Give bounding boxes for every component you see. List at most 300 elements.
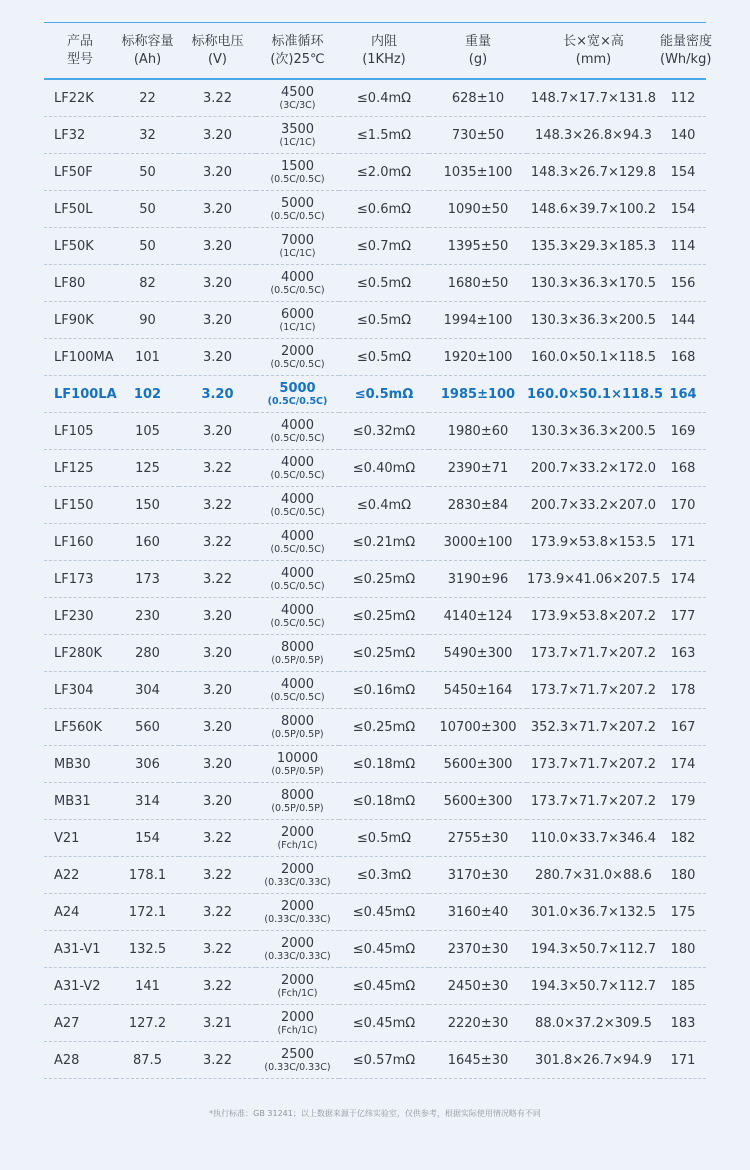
cycle-rate: (0.5P/0.5P) — [271, 802, 324, 814]
cell-capacity: 87.5 — [116, 1042, 179, 1079]
cell-weight: 2390±71 — [429, 450, 527, 487]
cell-dimensions: 88.0×37.2×309.5 — [527, 1005, 660, 1042]
cell-energy-density: 167 — [660, 709, 706, 746]
cell-cycles — [256, 672, 339, 709]
cell-cycles — [256, 228, 339, 265]
cycle-count: 7000 — [280, 232, 315, 248]
cell-capacity: 314 — [116, 783, 179, 820]
cell-cycles — [256, 79, 339, 117]
cell-voltage: 3.20 — [179, 339, 256, 376]
cell-energy-density: 140 — [660, 117, 706, 154]
cell-energy-density: 182 — [660, 820, 706, 857]
cell-capacity: 132.5 — [116, 931, 179, 968]
cycle-count: 4500 — [280, 84, 315, 100]
cell-dimensions: 160.0×50.1×118.5 — [527, 339, 660, 376]
cell-resistance: ≤0.40mΩ — [339, 450, 429, 487]
cell-weight: 1680±50 — [429, 265, 527, 302]
cycle-count: 8000 — [280, 787, 315, 803]
table-row — [44, 265, 706, 302]
cell-dimensions: 173.9×53.8×207.2 — [527, 598, 660, 635]
cell-capacity: 154 — [116, 820, 179, 857]
cell-cycles — [256, 894, 339, 931]
cell-dimensions: 173.7×71.7×207.2 — [527, 783, 660, 820]
cycle-count: 8000 — [280, 639, 315, 655]
cell-capacity: 105 — [116, 413, 179, 450]
table-row — [44, 931, 706, 968]
cell-weight: 5490±300 — [429, 635, 527, 672]
cell-resistance: ≤0.7mΩ — [339, 228, 429, 265]
cell-cycles — [256, 339, 339, 376]
cell-weight: 1395±50 — [429, 228, 527, 265]
cell-dimensions: 173.7×71.7×207.2 — [527, 635, 660, 672]
cell-energy-density: 170 — [660, 487, 706, 524]
cell-dimensions: 200.7×33.2×172.0 — [527, 450, 660, 487]
cell-model: LF173 — [44, 561, 116, 598]
cell-resistance: ≤0.5mΩ — [339, 302, 429, 339]
cycle-rate: (0.5P/0.5P) — [271, 728, 324, 740]
cell-energy-density: 178 — [660, 672, 706, 709]
cell-weight: 2220±30 — [429, 1005, 527, 1042]
cell-voltage: 3.20 — [179, 117, 256, 154]
spec-table-container — [44, 22, 713, 1079]
cell-model: MB30 — [44, 746, 116, 783]
table-row — [44, 635, 706, 672]
cycle-rate: (0.5C/0.5C) — [270, 691, 325, 703]
cell-energy-density: 174 — [660, 746, 706, 783]
cycle-rate: (0.5C/0.5C) — [270, 506, 325, 518]
cell-dimensions: 301.8×26.7×94.9 — [527, 1042, 660, 1079]
cell-cycles — [256, 1005, 339, 1042]
cell-dimensions: 280.7×31.0×88.6 — [527, 857, 660, 894]
cell-resistance: ≤0.18mΩ — [339, 783, 429, 820]
cell-voltage: 3.20 — [179, 154, 256, 191]
table-row — [44, 857, 706, 894]
cell-capacity: 280 — [116, 635, 179, 672]
cell-voltage: 3.20 — [179, 598, 256, 635]
cycle-count: 4000 — [280, 269, 315, 285]
cell-capacity: 101 — [116, 339, 179, 376]
cell-energy-density: 185 — [660, 968, 706, 1005]
cell-dimensions: 148.7×17.7×131.8 — [527, 79, 660, 117]
cycle-count: 5000 — [280, 195, 315, 211]
cell-model: LF50K — [44, 228, 116, 265]
cell-energy-density: 154 — [660, 191, 706, 228]
cell-energy-density: 183 — [660, 1005, 706, 1042]
cell-resistance: ≤0.25mΩ — [339, 635, 429, 672]
cell-resistance: ≤0.4mΩ — [339, 79, 429, 117]
cell-energy-density: 168 — [660, 450, 706, 487]
cell-cycles — [256, 487, 339, 524]
cell-dimensions: 173.9×41.06×207.5 — [527, 561, 660, 598]
cycle-count: 3500 — [280, 121, 315, 137]
cell-capacity: 102 — [116, 376, 179, 413]
cell-weight: 5600±300 — [429, 783, 527, 820]
cell-weight: 730±50 — [429, 117, 527, 154]
cycle-count: 2000 — [280, 861, 315, 877]
cell-capacity: 172.1 — [116, 894, 179, 931]
cell-capacity: 173 — [116, 561, 179, 598]
cell-capacity: 160 — [116, 524, 179, 561]
table-row — [44, 450, 706, 487]
table-row — [44, 302, 706, 339]
cell-resistance: ≤2.0mΩ — [339, 154, 429, 191]
cell-resistance: ≤0.6mΩ — [339, 191, 429, 228]
cycle-rate: (0.5C/0.5C) — [270, 284, 325, 296]
cycle-rate: (0.5P/0.5P) — [271, 765, 324, 777]
cell-model: LF560K — [44, 709, 116, 746]
cell-weight: 5450±164 — [429, 672, 527, 709]
cell-voltage: 3.22 — [179, 857, 256, 894]
cell-dimensions: 173.9×53.8×153.5 — [527, 524, 660, 561]
cell-cycles — [256, 1042, 339, 1079]
cycle-rate: (0.5C/0.5C) — [267, 395, 328, 407]
cell-model: LF50F — [44, 154, 116, 191]
table-row — [44, 709, 706, 746]
table-row — [44, 968, 706, 1005]
cell-weight: 1985±100 — [429, 376, 527, 413]
cell-model: LF160 — [44, 524, 116, 561]
cycle-count: 6000 — [280, 306, 315, 322]
cell-resistance: ≤0.25mΩ — [339, 709, 429, 746]
cell-cycles — [256, 746, 339, 783]
cell-voltage: 3.22 — [179, 968, 256, 1005]
table-row — [44, 746, 706, 783]
table-row — [44, 561, 706, 598]
cell-resistance: ≤0.45mΩ — [339, 931, 429, 968]
header-cycles: 标准循环 (次)25℃ — [256, 23, 339, 79]
cycle-rate: (0.5C/0.5C) — [270, 173, 325, 185]
cell-resistance: ≤0.5mΩ — [339, 339, 429, 376]
cell-weight: 1920±100 — [429, 339, 527, 376]
cell-cycles — [256, 931, 339, 968]
cell-capacity: 125 — [116, 450, 179, 487]
cell-voltage: 3.20 — [179, 746, 256, 783]
cell-weight: 5600±300 — [429, 746, 527, 783]
cycle-rate: (Fch/1C) — [277, 839, 318, 851]
cell-energy-density: 163 — [660, 635, 706, 672]
cell-voltage: 3.20 — [179, 376, 256, 413]
cell-voltage: 3.20 — [179, 413, 256, 450]
cell-dimensions: 130.3×36.3×170.5 — [527, 265, 660, 302]
cell-dimensions: 194.3×50.7×112.7 — [527, 968, 660, 1005]
table-row — [44, 1042, 706, 1079]
cell-weight: 1035±100 — [429, 154, 527, 191]
cell-weight: 1090±50 — [429, 191, 527, 228]
cell-energy-density: 114 — [660, 228, 706, 265]
cell-capacity: 150 — [116, 487, 179, 524]
cell-energy-density: 175 — [660, 894, 706, 931]
cell-energy-density: 164 — [660, 376, 706, 413]
cell-capacity: 50 — [116, 228, 179, 265]
table-header-row — [44, 23, 706, 79]
cell-dimensions: 200.7×33.2×207.0 — [527, 487, 660, 524]
cell-dimensions: 148.6×39.7×100.2 — [527, 191, 660, 228]
cell-energy-density: 112 — [660, 79, 706, 117]
cell-model: LF304 — [44, 672, 116, 709]
cell-cycles — [256, 265, 339, 302]
cell-resistance: ≤0.45mΩ — [339, 968, 429, 1005]
cycle-rate: (1C/1C) — [279, 321, 316, 333]
header-model: 产品 型号 — [44, 23, 116, 79]
table-row — [44, 154, 706, 191]
cell-model: LF230 — [44, 598, 116, 635]
cycle-rate: (0.5C/0.5C) — [270, 580, 325, 592]
table-row — [44, 524, 706, 561]
cell-weight: 10700±300 — [429, 709, 527, 746]
cell-cycles — [256, 857, 339, 894]
cell-dimensions: 148.3×26.8×94.3 — [527, 117, 660, 154]
header-voltage: 标称电压 (V) — [179, 23, 256, 79]
cell-weight: 2755±30 — [429, 820, 527, 857]
cell-weight: 2450±30 — [429, 968, 527, 1005]
cell-model: A24 — [44, 894, 116, 931]
cycle-count: 2500 — [280, 1046, 315, 1062]
header-energy-density: 能量密度 (Wh/kg) — [660, 23, 706, 79]
cell-energy-density: 174 — [660, 561, 706, 598]
cell-model: LF80 — [44, 265, 116, 302]
cell-voltage: 3.22 — [179, 931, 256, 968]
cycle-count: 4000 — [280, 491, 315, 507]
cycle-rate: (0.33C/0.33C) — [264, 1061, 331, 1073]
table-row — [44, 79, 706, 117]
cell-energy-density: 156 — [660, 265, 706, 302]
cell-voltage: 3.22 — [179, 450, 256, 487]
cell-resistance: ≤0.57mΩ — [339, 1042, 429, 1079]
table-row — [44, 339, 706, 376]
cell-resistance: ≤0.18mΩ — [339, 746, 429, 783]
cell-voltage: 3.20 — [179, 672, 256, 709]
cell-model: A22 — [44, 857, 116, 894]
cycle-count: 4000 — [280, 565, 315, 581]
cell-capacity: 230 — [116, 598, 179, 635]
cycle-rate: (1C/1C) — [279, 247, 316, 259]
cycle-rate: (1C/1C) — [279, 136, 316, 148]
cycle-rate: (Fch/1C) — [277, 1024, 318, 1036]
cell-capacity: 560 — [116, 709, 179, 746]
cell-energy-density: 180 — [660, 931, 706, 968]
cell-cycles — [256, 561, 339, 598]
table-row — [44, 117, 706, 154]
cell-voltage: 3.22 — [179, 561, 256, 598]
cell-resistance: ≤0.3mΩ — [339, 857, 429, 894]
header-dimensions: 长×宽×高 (mm) — [527, 23, 660, 79]
cell-weight: 3000±100 — [429, 524, 527, 561]
cell-weight: 3190±96 — [429, 561, 527, 598]
cell-cycles — [256, 117, 339, 154]
cell-resistance: ≤0.16mΩ — [339, 672, 429, 709]
cell-resistance: ≤0.25mΩ — [339, 561, 429, 598]
cell-model: LF100LA — [44, 376, 116, 413]
cycle-rate: (0.5C/0.5C) — [270, 617, 325, 629]
cell-voltage: 3.20 — [179, 265, 256, 302]
header-resistance: 内阻 (1KHz) — [339, 23, 429, 79]
battery-spec-table — [44, 23, 713, 1079]
cell-resistance: ≤0.45mΩ — [339, 1005, 429, 1042]
cell-model: LF90K — [44, 302, 116, 339]
cell-capacity: 50 — [116, 191, 179, 228]
table-row — [44, 820, 706, 857]
cell-resistance: ≤0.4mΩ — [339, 487, 429, 524]
cell-energy-density: 144 — [660, 302, 706, 339]
cell-cycles — [256, 968, 339, 1005]
cell-voltage: 3.21 — [179, 1005, 256, 1042]
cell-capacity: 127.2 — [116, 1005, 179, 1042]
cell-model: LF105 — [44, 413, 116, 450]
cell-cycles — [256, 820, 339, 857]
cell-weight: 1645±30 — [429, 1042, 527, 1079]
header-weight: 重量 (g) — [429, 23, 527, 79]
cell-voltage: 3.20 — [179, 635, 256, 672]
cell-voltage: 3.20 — [179, 783, 256, 820]
cell-dimensions: 135.3×29.3×185.3 — [527, 228, 660, 265]
cell-resistance: ≤0.45mΩ — [339, 894, 429, 931]
cell-model: LF32 — [44, 117, 116, 154]
cell-model: A31-V2 — [44, 968, 116, 1005]
cell-voltage: 3.22 — [179, 894, 256, 931]
cell-dimensions: 173.7×71.7×207.2 — [527, 672, 660, 709]
cycle-count: 8000 — [280, 713, 315, 729]
cell-voltage: 3.20 — [179, 228, 256, 265]
cycle-count: 2000 — [280, 898, 315, 914]
table-row — [44, 413, 706, 450]
cycle-rate: (Fch/1C) — [277, 987, 318, 999]
cell-model: LF125 — [44, 450, 116, 487]
table-row — [44, 894, 706, 931]
cell-voltage: 3.22 — [179, 524, 256, 561]
cell-dimensions: 301.0×36.7×132.5 — [527, 894, 660, 931]
cell-dimensions: 110.0×33.7×346.4 — [527, 820, 660, 857]
cell-model: LF150 — [44, 487, 116, 524]
cell-resistance: ≤1.5mΩ — [339, 117, 429, 154]
cell-dimensions: 194.3×50.7×112.7 — [527, 931, 660, 968]
cell-weight: 1994±100 — [429, 302, 527, 339]
cell-dimensions: 160.0×50.1×118.5 — [527, 376, 660, 413]
cycle-count: 2000 — [280, 1009, 315, 1025]
table-row — [44, 191, 706, 228]
cycle-rate: (0.5C/0.5C) — [270, 432, 325, 444]
cycle-rate: (0.5C/0.5C) — [270, 358, 325, 370]
cell-resistance: ≤0.32mΩ — [339, 413, 429, 450]
cell-cycles — [256, 709, 339, 746]
footnote: *执行标准：GB 31241；以上数据来源于亿纬实验室，仅供参考，根据实际使用情况略有不同 — [209, 1109, 541, 1118]
cell-cycles — [256, 524, 339, 561]
cell-voltage: 3.22 — [179, 820, 256, 857]
cell-energy-density: 177 — [660, 598, 706, 635]
cell-energy-density: 154 — [660, 154, 706, 191]
cell-model: MB31 — [44, 783, 116, 820]
cycle-rate: (0.5C/0.5C) — [270, 543, 325, 555]
cell-energy-density: 180 — [660, 857, 706, 894]
cycle-rate: (0.5C/0.5C) — [270, 469, 325, 481]
table-row — [44, 228, 706, 265]
cell-weight: 2830±84 — [429, 487, 527, 524]
cycle-count: 4000 — [280, 602, 315, 618]
cell-energy-density: 169 — [660, 413, 706, 450]
cycle-count: 4000 — [280, 417, 315, 433]
cell-capacity: 141 — [116, 968, 179, 1005]
cell-cycles — [256, 376, 339, 413]
cycle-rate: (0.33C/0.33C) — [264, 876, 331, 888]
cell-cycles — [256, 450, 339, 487]
cycle-rate: (0.33C/0.33C) — [264, 913, 331, 925]
cycle-rate: (0.5P/0.5P) — [271, 654, 324, 666]
table-row — [44, 487, 706, 524]
cell-energy-density: 179 — [660, 783, 706, 820]
cell-energy-density: 168 — [660, 339, 706, 376]
table-body — [44, 79, 706, 1079]
cycle-count: 4000 — [280, 528, 315, 544]
cell-weight: 2370±30 — [429, 931, 527, 968]
cell-cycles — [256, 413, 339, 450]
cell-weight: 3160±40 — [429, 894, 527, 931]
cell-resistance: ≤0.5mΩ — [339, 265, 429, 302]
cell-capacity: 50 — [116, 154, 179, 191]
table-row — [44, 1005, 706, 1042]
cell-resistance: ≤0.21mΩ — [339, 524, 429, 561]
cell-dimensions: 130.3×36.3×200.5 — [527, 413, 660, 450]
cell-energy-density: 171 — [660, 1042, 706, 1079]
cell-capacity: 22 — [116, 79, 179, 117]
cycle-rate: (3C/3C) — [279, 99, 316, 111]
cell-weight: 3170±30 — [429, 857, 527, 894]
cell-voltage: 3.22 — [179, 79, 256, 117]
table-row — [44, 672, 706, 709]
cell-capacity: 306 — [116, 746, 179, 783]
cell-dimensions: 352.3×71.7×207.2 — [527, 709, 660, 746]
cell-weight: 628±10 — [429, 79, 527, 117]
cell-cycles — [256, 783, 339, 820]
cell-model: A27 — [44, 1005, 116, 1042]
cell-model: LF100MA — [44, 339, 116, 376]
cycle-count: 4000 — [280, 454, 315, 470]
table-row — [44, 783, 706, 820]
cell-model: LF280K — [44, 635, 116, 672]
cell-voltage: 3.20 — [179, 191, 256, 228]
cell-dimensions: 148.3×26.7×129.8 — [527, 154, 660, 191]
cell-capacity: 82 — [116, 265, 179, 302]
cell-voltage: 3.20 — [179, 709, 256, 746]
table-row — [44, 376, 706, 413]
cell-resistance: ≤0.25mΩ — [339, 598, 429, 635]
cell-voltage: 3.22 — [179, 1042, 256, 1079]
cycle-count: 2000 — [280, 824, 315, 840]
cycle-count: 2000 — [280, 935, 315, 951]
cell-voltage: 3.22 — [179, 487, 256, 524]
cycle-rate: (0.5C/0.5C) — [270, 210, 325, 222]
cell-model: A31-V1 — [44, 931, 116, 968]
cell-cycles — [256, 191, 339, 228]
cell-cycles — [256, 154, 339, 191]
cell-dimensions: 130.3×36.3×200.5 — [527, 302, 660, 339]
cell-model: V21 — [44, 820, 116, 857]
header-capacity: 标称容量 (Ah) — [116, 23, 179, 79]
cell-model: LF50L — [44, 191, 116, 228]
cell-resistance: ≤0.5mΩ — [339, 820, 429, 857]
cell-model: LF22K — [44, 79, 116, 117]
cycle-count: 5000 — [279, 380, 316, 396]
cycle-rate: (0.33C/0.33C) — [264, 950, 331, 962]
cell-model: A28 — [44, 1042, 116, 1079]
cell-energy-density: 171 — [660, 524, 706, 561]
cell-capacity: 90 — [116, 302, 179, 339]
cell-capacity: 178.1 — [116, 857, 179, 894]
cycle-count: 2000 — [280, 972, 315, 988]
cell-voltage: 3.20 — [179, 302, 256, 339]
cell-cycles — [256, 302, 339, 339]
table-row — [44, 598, 706, 635]
cell-capacity: 304 — [116, 672, 179, 709]
cycle-count: 10000 — [276, 750, 319, 766]
